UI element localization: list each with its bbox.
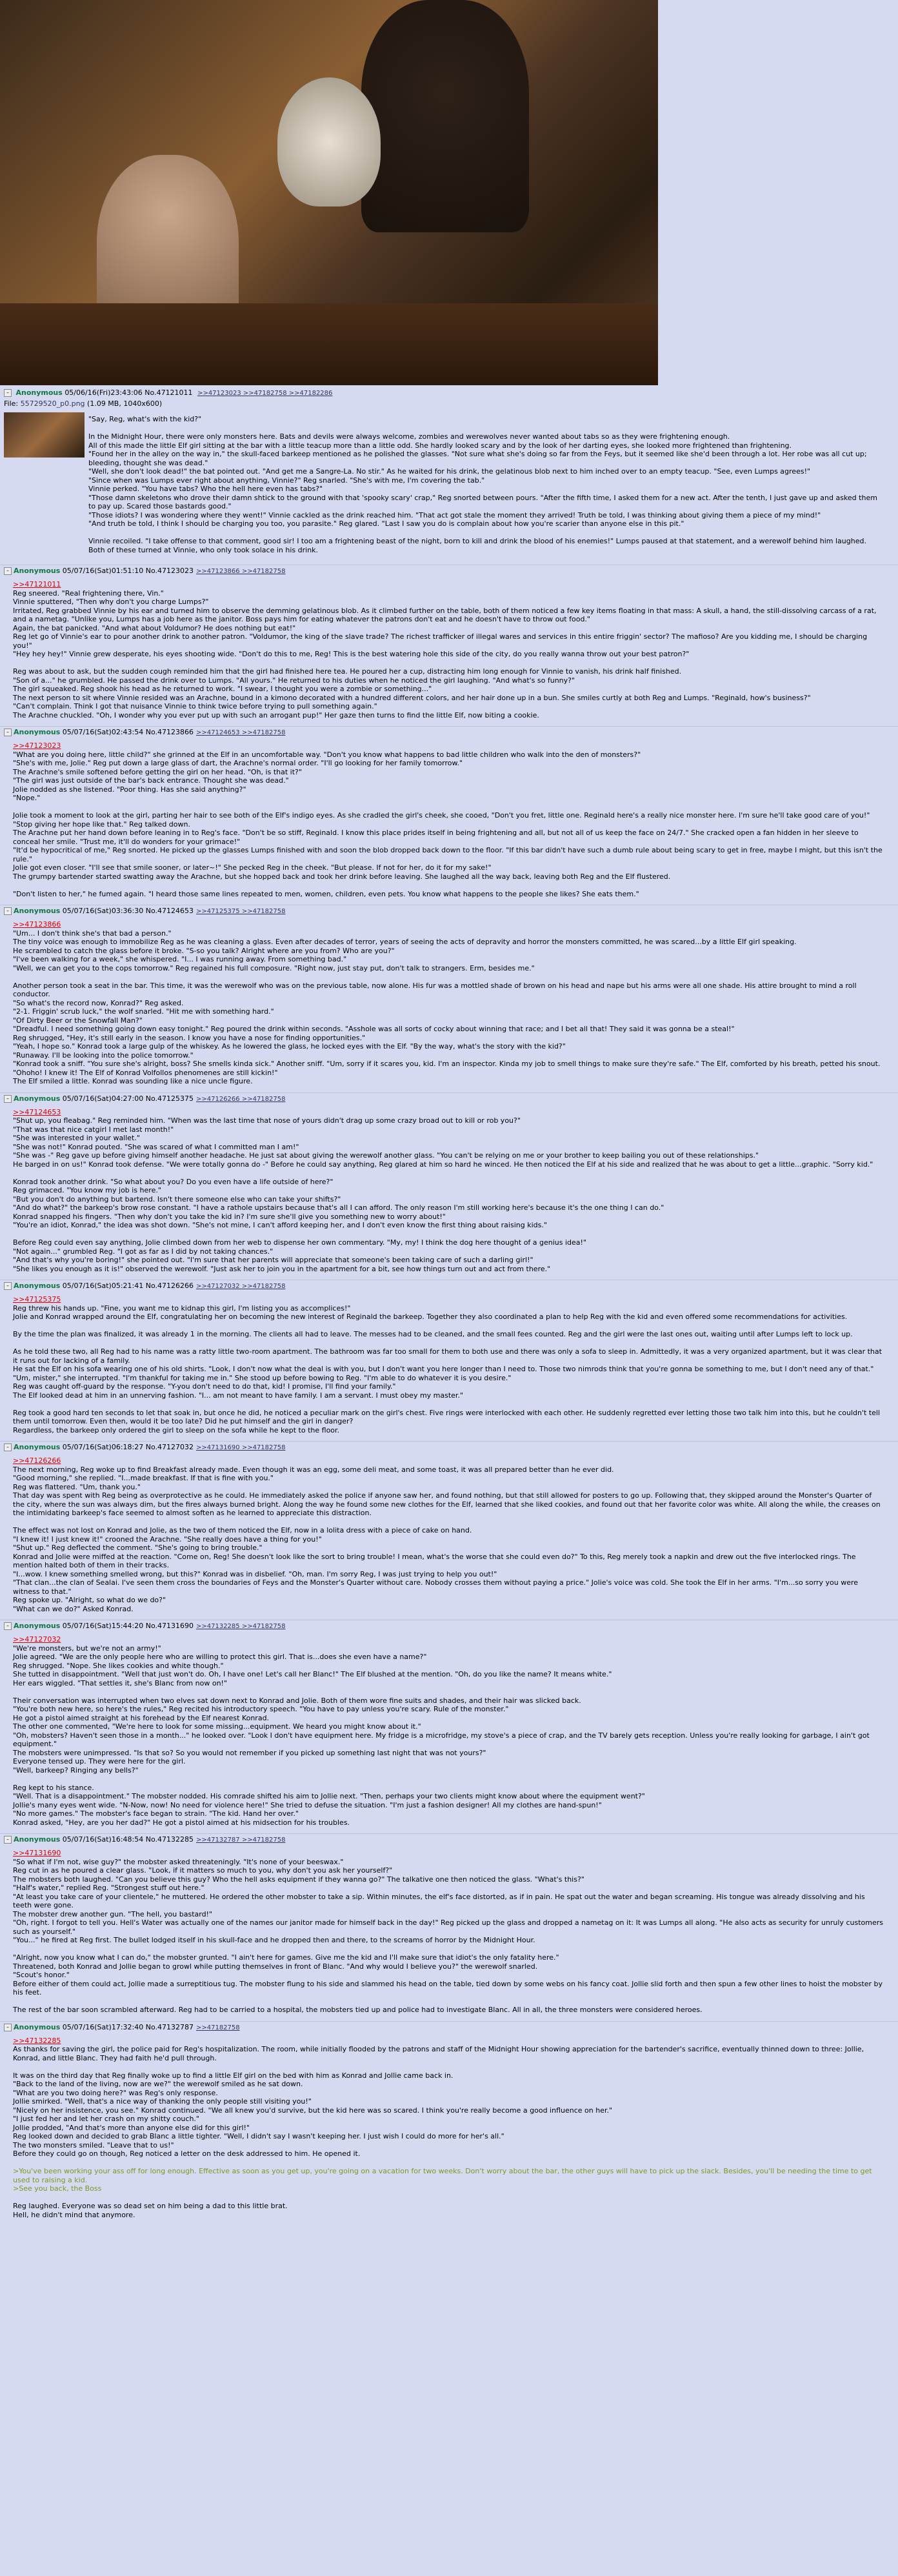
text-line: "She's with me, Jolie." Reg put down a large glass of dart, the Arachne's normal order. "I'll go looking for her family tomorrow." (13, 759, 463, 767)
reply-links[interactable]: >>47124653 >>47182758 (195, 729, 286, 736)
text-line: "Shut up." Reg deflected the comment. "She's going to bring trouble." (13, 1544, 263, 1552)
op-poster-name: Anonymous (15, 388, 63, 397)
text-line: "The girl was just outside of the bar's back entrance. Thought she was dead." (13, 776, 289, 785)
reply-links[interactable]: >>47127032 >>47182758 (195, 1283, 286, 1290)
post-datetime[interactable]: 05/07/16(Sat)16:48:54 No.47132285 (60, 1835, 194, 1844)
post-datetime[interactable]: 05/07/16(Sat)17:32:40 No.47132787 (60, 2022, 194, 2031)
text-line: Reg was flattered. "Um, thank you." (13, 1482, 141, 1491)
text-line: "I just fed her and let her crash on my shitty couch." (13, 2115, 199, 2123)
text-line: Irritated, Reg grabbed Vinnie by his ear and turned him to observe the demming gelatinous blob. As it climbed further on the table, both of them noticed a few key items floating in that mass: A skull, a hand, the still-dissolving carcass of a rat, and a nametag. "Unlike you, Lumps has a job here as the janitor. Boss pays him for eating whatever the patrons don't eat and he doesn't have to throw out food." (13, 606, 877, 623)
poster-name: Anonymous (14, 728, 61, 736)
quote-link[interactable]: >>47131690 (13, 1849, 61, 1857)
text-line: "We're monsters, but we're not an army!" (13, 1644, 161, 1653)
text-line: "Not again..." grumbled Reg. "I got as far as I did by not taking chances." (13, 1247, 274, 1256)
reply-header (0, 1280, 898, 1293)
hide-post-icon[interactable]: – (4, 2024, 12, 2031)
poster-name: Anonymous (14, 2022, 61, 2031)
hide-post-icon[interactable]: – (4, 1622, 12, 1630)
reply-post (0, 1092, 898, 1278)
text-line: Her ears wiggled. "That settles it, she's Blanc from now on!" (13, 1678, 228, 1687)
text-line: The tiny voice was enough to immobilize Reg as he was cleaning a glass. Even after decades of terror, years of seeing the acts of depravity and horror the monsters committed, he was scared...by a little Elf girl speaking. (13, 938, 797, 946)
text-line: "She was -" Reg gave up before giving himself another headache. He just sat about giving the werewolf another glass. "You can't be relying on me or your brother to keep bailing you out of these relationships." (13, 1151, 759, 1160)
text-line: Reg threw his hands up. "Fine, you want me to kidnap this girl, I'm listing you as accomplices!" (13, 1303, 351, 1313)
reply-header (0, 727, 898, 739)
text-line: "Scout's honor." (13, 1971, 70, 1979)
text-line: Reg grimaced. "You know my job is here." (13, 1186, 161, 1194)
text-line: "Well, we can get you to the cops tomorrow." Reg regained his full composure. "Right now, just stay put, don't talk to strangers. Erm, besides me." (13, 963, 535, 972)
post-datetime[interactable]: 05/07/16(Sat)01:51:10 No.47123023 (60, 567, 194, 575)
op-file-info (0, 399, 898, 408)
reply-header (0, 565, 898, 578)
text-line: Reg cut in as he poured a clear glass. "Look, if it matters so much to you, why don't you ask her yourself?" (13, 1866, 393, 1875)
text-line: "What can we do?" Asked Konrad. (13, 1604, 134, 1613)
text-line: Jolie agreed. "We are the only people here who are willing to protect this girl. That is...does she even have a name?" (13, 1653, 427, 1661)
quote-link[interactable]: >>47121011 (13, 580, 61, 589)
text-line: "I knew it! I just knew it!" crooned the Arachne. "She really does have a thing for you!" (13, 1535, 322, 1544)
op-text: "Say, Reg, what's with the kid?" In the Midnight Hour, there were only monsters here. Bats and devils were always welcome, zombies and werewolves never wanted about tabs so as they were frightening enough. All of this made the little Elf girl sitting at the bar with a little teacup more than a little odd. She hardly looked scary and by the look of her darting eyes, she looked more frightened than frightening. "Found her in the alley on the way in," the skull-faced barkeep mentioned as he polished the glasses. "Not sure what she's doing so far from the Feys, but it seemed like she'd been through a lot. Her robe was all cut up; bleeding, thought she was dead." "Well, she don't look dead!" the bat pointed out. "And get me a Sangre-La. No stir." As he waited for his drink, the gelatinous blob next to him inched over to an empty teacup. "See, even Lumps agrees!" "Since when was Lumps ever right about anything, Vinnie?" Reg snarled. "She's with me, I'm covering the tab." Vinnie perked. "You have tabs? Who the hell here even has tabs?" "Those damn skeletons who drove their damn shtick to the ground with that 'spooky scary' crap," Reg snorted between pours. "After the fifth time, I asked them for a new act. After the tenth, I just gave up and asked them to pay up. Scared those bastards good." "Those idiots? I was wondering where they went!" Vinnie cackled as the drink reached him. "That act got stale the moment they arrived! Truth be told, I was thinking about giving them a piece of my mind!" "And truth be told, I think I should be charging you too, you parasite." Reg glared. "Last I saw you do is complain about how you're scarier than anyone else in this pit." Vinnie recoiled. "I take offense to that comment, good sir! I too am a frightening beast of the night, born to kill and drink the blood of his enemies!" Lumps paused at that statement, and a werewolf behind him laughed. Both of these turned at Vinnie, who only took solace in his drink. (88, 415, 877, 554)
reply-header (0, 905, 898, 918)
hide-post-icon[interactable]: – (4, 907, 12, 915)
file-label: File: (4, 399, 19, 408)
post-datetime[interactable]: 05/07/16(Sat)04:27:00 No.47125375 (60, 1094, 194, 1103)
text-line: "Runaway. I'll be looking into the police tomorrow." (13, 1051, 194, 1060)
text-line: "You're both new here, so here's the rules," Reg recited his introductory speech. "You have to pay unless you're scary. Rule of the monster." (13, 1705, 509, 1713)
text-line: Jollie prodded, "And that's more than anyone else did for this girl!" (13, 2123, 250, 2132)
bar-counter (0, 303, 658, 385)
text-line: Reg kept to his stance. (13, 1783, 94, 1792)
text-line: "Nope." (13, 794, 41, 802)
op-body (0, 408, 898, 562)
reply-post (0, 1441, 898, 1617)
text-line: The mobster drew another gun. "The hell, you bastard!" (13, 1909, 213, 1918)
reply-post (0, 1833, 898, 2018)
text-line: Jollie's many eyes went wide. "N-Now, now! No need for violence here!" She tried to defuse the situation. "I'm just a fashion designer! All my clothes are hand-spun!" (13, 1800, 602, 1809)
text-line: The mobsters both laughed. "Can you believe this guy? Who the hell asks equipment if they wanna go?" The talkative one then noticed the glass. "What's this?" (13, 1875, 584, 1884)
text-line: Before either of them could act, Jollie made a surreptitious tug. The mobster flung to his side and slammed his head on the table, tied down by some webs on his fancy coat. Jollie slid forth and then spun a few other lines to hoist the mobster by his feet. (13, 1979, 883, 1997)
text-line: The rest of the bar soon scrambled afterward. Reg had to be carried to a hospital, the mobsters tied up and police had to investigate Blanc. All in all, the three monsters were considered heroes. (13, 2006, 703, 2014)
quote-link[interactable]: >>47132285 (13, 2036, 61, 2045)
text-line: Reg was about to ask, but the sudden cough reminded him that the girl had finished here tea. He poured her a cup, distracting him long enough for Vinnie to vanish, his drink half finished. (13, 667, 682, 676)
text-line: "Um, mister," she interrupted. "I'm thankful for taking me in." She stood up before bowing to Reg. "I'm able to do whatever it is you desire." (13, 1373, 512, 1382)
quote-link[interactable]: >>47126266 (13, 1456, 61, 1465)
text-line: "Don't listen to her," he fumed again. "I heard those same lines repeated to men, women, children, even pets. You know what happens to the people she likes? She eats them." (13, 889, 639, 898)
reply-links[interactable]: >>47131690 >>47182758 (195, 1444, 286, 1451)
hide-post-icon[interactable]: – (4, 567, 12, 575)
poster-name: Anonymous (14, 907, 61, 915)
text-line: The mobsters were unimpressed. "Is that so? So you would not remember if you picked up something last night that was not yours?" (13, 1748, 486, 1757)
post-text (0, 1846, 898, 2018)
text-line: "Konrad took a sniff. "You sure she's alright, boss? She smells kinda sick." Another sniff. "Um, sorry if it scares you, kid. I'm an inspector. Kinda my job to smell things to make sure they're safe." The Elf, comforted by his breath, petted his snout. "Ohoho! I knew it! The Elf of Konrad Volfollos phenomenes are still kickin!" (13, 1060, 881, 1077)
text-line: "Son of a..." he grumbled. He passed the drink over to Lumps. "All yours." He returned to his duties when he noticed the girl laughing. "And what's so funny?" (13, 676, 575, 685)
reply-links[interactable]: >>47123866 >>47182758 (195, 568, 286, 575)
text-line: As thanks for saving the girl, the police paid for Reg's hospitalization. The room, while initially flooded by the patrons and staff of the Midnight Hour showing appreciation for the bartender's sacrifice, eventually thinned down to three: Jollie, Konrad, and little Blanc. They had faith he'd pull through. (13, 2045, 864, 2062)
text-line: "Hey hey hey!" Vinnie grew desperate, his eyes shooting wide. "Don't do this to me, Reg! This is the best watering hole this side of the city, do you really wanna throw out your best patron?" (13, 650, 690, 658)
text-line: "She likes you enough as it is!" observed the werewolf. "Just ask her to join you in the apartment for a bit, see how things turn out and act from there." (13, 1264, 551, 1273)
text-line: Jollie smirked. "Well, that's a nice way of thanking the only people still visiting you!" (13, 2097, 312, 2106)
op-header (0, 387, 898, 399)
text-line: Before Reg could even say anything, Jolie climbed down from her web to dispense her own commentary. "My, my! I think the dog here thought of a genius idea!" (13, 1238, 587, 1247)
text-line: Konrad asked, "Hey, are you her dad?" He got a pistol aimed at his midsection for his troubles. (13, 1818, 350, 1827)
text-line: "Well, barkeep? Ringing any bells?" (13, 1766, 139, 1775)
text-line: Another person took a seat in the bar. This time, it was the werewolf who was on the previous table, now alone. His fur was a mottled shade of brown on his head and nape but his arms were all one shade. His attire brought to mind a roll conductor. (13, 981, 857, 998)
hide-post-icon[interactable]: – (4, 1282, 12, 1290)
poster-name: Anonymous (14, 567, 61, 575)
reply-post (0, 1280, 898, 1438)
file-meta: (1.09 MB, 1040x600) (87, 399, 163, 408)
replies-container (0, 565, 898, 2223)
poster-name: Anonymous (14, 1835, 61, 1844)
text-line: He scrambled to catch the glass before it broke. "S-so you talk? Alright where are you from? Who are you?" (13, 946, 395, 955)
text-line: "And do what?" the barkeep's brow rose constant. "I have a rathole upstairs because that's all I can afford. The only reason I'm still working here's because it's the one thing I can do." (13, 1203, 664, 1212)
quote-link[interactable]: >>47125375 (13, 1295, 61, 1303)
op-image[interactable] (0, 0, 658, 385)
text-line: "Of Dirty Beer or the Snowfall Man?" (13, 1016, 143, 1025)
text-line: Konrad snapped his fingers. "Then why don't you take the kid in? I'm sure she'll give you something new to worry about!" (13, 1212, 446, 1221)
demon-figure (361, 0, 529, 232)
post-text (0, 1633, 898, 1831)
hide-post-icon[interactable]: – (4, 729, 12, 736)
text-line: "Well. That is a disappointment." The mobster nodded. His comrade shifted his aim to Jollie next. "Then, perhaps your two clients might know about where the equipment went?" (13, 1792, 645, 1800)
reply-post (0, 1620, 898, 1831)
text-line: "Yeah, I hope so." Konrad took a large gulp of the whiskey. As he lowered the glass, he locked eyes with the Elf. "By the way, what's the story with the kid?" (13, 1042, 566, 1051)
text-line: "What are you doing here, little child?" she grinned at the Elf in an uncomfortable way. "Don't you know what happens to bad little children who walk into the den of monsters?" (13, 750, 641, 759)
text-line: Everyone tensed up. They were here for the girl. (13, 1757, 186, 1766)
text-line: "You..." he fired at Reg first. The bullet lodged itself in his skull-face and he dropped then and there, to the screams of horror by the Midnight Hour. (13, 1936, 535, 1944)
text-line: The next morning, Reg woke up to find Breakfast already made. Even though it was an egg, some deli meat, and some toast, it was all prepared better than he ever did. (13, 1465, 614, 1474)
poster-name: Anonymous (14, 1622, 61, 1630)
text-line: As he told these two, all Reg had to his name was a ratty little two-room apartment. The bathroom was far too small for them to both use and there was only a sofa to sleep in. Admittedly, it was a very organized apartment, but it was clear that it runs out for lacking of a family. (13, 1347, 882, 1365)
text-line: Before they could go on though, Reg noticed a letter on the desk addressed to him. He opened it. (13, 2149, 361, 2158)
text-line: Vinnie sputtered, "Then why don't you charge Lumps?" (13, 598, 209, 606)
text-line: She tutted in disappointment. "Well that just won't do. Oh, I have one! Let's call her Blanc!" The Elf blushed at the mention. "Oh, do you like the name? It means white." (13, 1670, 612, 1678)
text-line: "I...wow. I knew something smelled wrong, but this?" Konrad was in disbelief. "Oh, man. I'm sorry Reg, I was just trying to help you out!" (13, 1569, 497, 1578)
hide-post-icon[interactable]: – (4, 1095, 12, 1103)
text-line: Reg shrugged. "Nope. She likes cookies and white though." (13, 1661, 224, 1670)
text-line: Konrad took another drink. "So what about you? Do you even have a life outside of here?" (13, 1177, 334, 1186)
text-line: "That was that nice catgirl I met last month!" (13, 1125, 174, 1134)
text-line: He barged in on us!" Konrad took defense. "We were totally gonna do -" Before he could say anything, Reg glared at him so hard he winced. He then noticed the Elf at his side and realized that he was about to get a little...graphic. "Sorry kid." (13, 1160, 873, 1169)
reply-post (0, 565, 898, 723)
text-line: Hell, he didn't mind that anymore. (13, 2210, 135, 2219)
reply-links[interactable]: >>47132285 >>47182758 (195, 1623, 286, 1630)
reply-header (0, 1093, 898, 1105)
post-datetime[interactable]: 05/07/16(Sat)05:21:41 No.47126266 (60, 1282, 194, 1290)
file-link[interactable]: 55729520_p0.png (20, 399, 85, 408)
text-line: The Arachne put her hand down before leaning in to Reg's face. "Don't be so stiff, Reginald. I know this place prides itself in being frightening and all, but not all of us keep the face on 24/7." She cracked open a fan hidden in her sleeve to conceal her smile. "Trust me, it'll do wonders for your grimace!" (13, 829, 859, 846)
reply-links[interactable]: >>47132787 >>47182758 (195, 1836, 286, 1844)
text-line: Reg looked down and decided to grab Blanc a little tighter. "Well, I didn't say I wasn't keeping her. I just wish I could do more for her's all." (13, 2132, 504, 2140)
text-line: The Elf looked dead at him in an unnerving fashion. "I... am not meant to have family. I am a servant. I must obey my master." (13, 1391, 464, 1400)
op-datetime[interactable]: 05/06/16(Fri)23:43:06 No.47121011 (65, 388, 193, 397)
text-line: Reg laughed. Everyone was so dead set on him being a dad to this little brat. (13, 2202, 288, 2210)
text-line: "No more games." The mobster's face began to strain. "The kid. Hand her over." (13, 1809, 299, 1818)
text-line: "So what's the record now, Konrad?" Reg asked. (13, 998, 184, 1007)
post-text (0, 2034, 898, 2224)
text-line: "I've been walking for a week," she whispered. "I... I was running away. From something bad." (13, 955, 347, 963)
text-line: "So what if I'm not, wise guy?" the mobster asked threateningly. "It's none of your beeswax." (13, 1857, 344, 1866)
text-line: The Arachne's smile softened before getting the girl on her head. "Oh, is that it?" (13, 767, 302, 776)
text-line: Reg shrugged, "Hey, it's still early in the season. I know you have a nose for finding opportunities." (13, 1033, 366, 1042)
text-line: "Shut up, you fleabag." Reg reminded him. "When was the last time that nose of yours didn't drag up some crazy broad out to kill or rob you?" (13, 1116, 521, 1125)
text-line: That day was spent with Reg being as overprotective as he could. He immediately asked the police if anyone saw her, and found nothing, but that still allowed for posters to go up. Following that, they skipped around the Monster's Quarter of the city, where the sun was always dim, but the fires always burned bright. Along the way he found some new clothes for the Elf, learned that she liked cookies, and found out that her favorite color was white. All along the while, the creases on the intimidating barkeep's face seemed to almost soften as he learned to appreciate this distraction. (13, 1491, 881, 1517)
quote-link[interactable]: >>47124653 (13, 1107, 61, 1116)
text-line: The effect was not lost on Konrad and Jolie, as the two of them noticed the Elf, now in a lolita dress with a piece of cake on hand. (13, 1526, 472, 1535)
text-line: Reg took a good hard ten seconds to let that soak in, but once he did, he noticed a peculiar mark on the girl's chest. Five rings were interlocked with each other. He suddenly regretted ever letting those two talk him into this, but he couldn't tell them until tomorrow. Even then, would it be too late? Did he put himself and the girl in danger? (13, 1408, 881, 1425)
reply-header (0, 1834, 898, 1846)
post-text (0, 578, 898, 723)
text-line: The grumpy bartender started swatting away the Arachne, but she hopped back and took her drink before leaving. She laughed all the way back, leaving both Reg and the Elf flustered. (13, 872, 671, 881)
text-line: "Oh, mobsters? Haven't seen those in a month..." he looked over. "Look I don't have equipment here. My fridge is a microfridge, my stove's a piece of crap, and the TV barely gets reception. Unless you're really looking for garbage, I ain't got equipment." (13, 1731, 870, 1748)
text-line: "2-1. Friggin' scrub luck," the wolf snarled. "Hit me with something hard." (13, 1007, 274, 1016)
reply-post (0, 2021, 898, 2224)
text-line: Their conversation was interrupted when two elves sat down next to Konrad and Jolie. Both of them wore fine suits and shades, and their hair was slicked back. (13, 1696, 581, 1705)
reply-links[interactable]: >>47126266 >>47182758 (195, 1095, 286, 1103)
reply-header (0, 2022, 898, 2034)
text-line: "Half's water," replied Reg. "Strongest stuff out here." (13, 1884, 205, 1892)
text-line: "Alright, now you know what I can do," the mobster grunted. "I ain't here for games. Give me the kid and I'll make sure that idiot's the only fatality here." (13, 1953, 559, 1962)
text-line: Reg sneered. "Real frightening there, Vin." (13, 589, 164, 598)
reply-links[interactable]: >>47182758 (195, 2024, 240, 2031)
reply-header (0, 1620, 898, 1633)
thread (0, 387, 898, 2223)
poster-name: Anonymous (14, 1094, 61, 1103)
text-line: The next person to sit where Vinnie resided was an Arachne, bound in a kimono decorated with a hundred different colors, and her hair done up in a bun. She smiles curtly at both Reg and Lumps. "Reginald, how's business?" (13, 693, 811, 702)
text-line: "Dreadful. I need something going down easy tonight." Reg poured the drink within seconds. "Asshole was all sorts of cocky about winning that race; and I bet all that! They said it was gonna be a steal!" (13, 1025, 735, 1033)
text-line: "What are you two doing here?" was Reg's only response. (13, 2088, 218, 2097)
text-line: Reg spoke up. "Alright, so what do we do?" (13, 1596, 166, 1604)
post-text (0, 1293, 898, 1438)
text-line: Jolie took a moment to look at the girl, parting her hair to see both of the Elf's indigo eyes. As she cradled the girl's cheek, she cooed, "Don't you fret, little one. Reginald here's a really nice monster here. I'm sure he'll take good care of you!" (13, 811, 870, 820)
text-line: The two monsters smiled. "Leave that to us!" (13, 2140, 174, 2149)
post-datetime[interactable]: 05/07/16(Sat)06:18:27 No.47127032 (60, 1443, 194, 1451)
text-line: "Back to the land of the living, now are we?" the werewolf smiled as he sat down. (13, 2080, 303, 2088)
post-text (0, 739, 898, 902)
post-text (0, 918, 898, 1090)
text-line: He got a pistol aimed straight at his forehead by the Elf nearest Konrad. (13, 1713, 270, 1722)
greentext-line: >See you back, the Boss (13, 2184, 102, 2193)
post-datetime[interactable]: 05/07/16(Sat)02:43:54 No.47123866 (60, 728, 194, 736)
text-line: Reg let go of Vinnie's ear to pour another drink to another patron. "Voldumor, the king of the slave trade? The richest trafficker of illegal wares and services in this entire friggin' sector? The mafioso? Are you kidding me, I should be charging you!" (13, 632, 868, 650)
text-line: "She was not!" Konrad pouted. "She was scared of what I committed man I am!" (13, 1142, 299, 1151)
text-line: "At least you take care of your clientele," he muttered. He ordered the other mobster to take a sip. Within minutes, the elf's face distorted, as if in pain. He spat out the water and began screaming. His tongue was already dissolving and his teeth were gone. (13, 1892, 865, 1909)
text-line: Konrad and Jolie were miffed at the reaction. "Come on, Reg! She doesn't look like the sort to bring trouble! I mean, what's the worse that she could even do?" To this, Reg merely took a napkin and drew out the five interlocked rings. The mention halted both of them in their tracks. (13, 1552, 856, 1569)
text-line: "Stop giving her hope like that." Reg talked down. (13, 820, 190, 829)
text-line: He sat the Elf on his sofa wearing one of his old shirts. "Look, I don't now what the deal is with you, but I don't want you here longer than I need to. Those two nimrods think that you're gonna be something to me, but I don't need any of that." (13, 1365, 874, 1373)
text-line: "Good morning," she replied. "I...made breakfast. If that is fine with you." (13, 1474, 274, 1482)
greentext-line: >You've been working your ass off for long enough. Effective as soon as you get up, you're going on a vacation for two weeks. Don't worry about the bar, the other guys will have to pick up the slack. Besides, you'll be needing the time to get used to raising a kid. (13, 2167, 872, 2184)
post-text (0, 1105, 898, 1278)
reply-post (0, 905, 898, 1090)
text-line: Jolie and Konrad wrapped around the Elf, congratulating her on becoming the new interest of Reginald the barkeep. Together they also coordinated a plan to help Reg with the kid and even offered some recommendations for activities. (13, 1313, 848, 1321)
text-line: "Oh, right. I forgot to tell you. Hell's Water was actually one of the names our janitor made for himself back in the day!" Reg picked up the glass and dropped a nametag on it: It was Lumps all along. "He also acts as security for unruly customers such as yourself." (13, 1918, 883, 1936)
text-line: The girl squeaked. Reg shook his head as he returned to work. "I swear, I thought you were a zombie or something..." (13, 685, 432, 693)
text-line: By the time the plan was finalized, it was already 1 in the morning. The clients all had to leave. The messes had to be cleaned, and the small fees counted. Reg and the girl were the last ones out, waiting until after Lumps left to lock up. (13, 1330, 853, 1338)
text-line: "She was interested in your wallet." (13, 1134, 140, 1142)
text-line: "And that's why you're boring!" she pointed out. "I'm sure that her parents will appreciate that someone's been taking care of such a darling girl!" (13, 1256, 534, 1264)
text-line: Jolie got even closer. "I'll see that smile sooner, or later~!" She pecked Reg in the cheek. "But please. If not for her, do it for my sake!" (13, 863, 492, 872)
text-line: Again, the bat panicked. "And what about Voldumor? He does nothing but eat!" (13, 623, 296, 632)
poster-name: Anonymous (14, 1282, 61, 1290)
skull-figure (277, 77, 381, 206)
text-line: Jolie nodded as she listened. "Poor thing. Has she said anything?" (13, 785, 246, 794)
poster-name: Anonymous (14, 1443, 61, 1451)
quote-link[interactable]: >>47123866 (13, 920, 61, 929)
text-line: "You're an idiot, Konrad," the idea was shot down. "She's not mine, I can't afford keeping her, and I don't even know the first thing about raising kids." (13, 1221, 547, 1229)
reply-links[interactable]: >>47125375 >>47182758 (195, 908, 286, 915)
hide-post-icon[interactable]: – (4, 1444, 12, 1451)
text-line: "It'd be hypocritical of me," Reg snorted. He picked up the glasses Lumps finished with and soon the blob dropped back down to the floor. "If this bar didn't have such a dumb rule about being scary to get in free, maybe I might, but this isn't the rule." (13, 846, 883, 863)
op-thumbnail[interactable] (4, 412, 85, 458)
reply-header (0, 1442, 898, 1454)
text-line: The Elf smiled a little. Konrad was sounding like a nice uncle figure. (13, 1077, 253, 1085)
hide-post-icon[interactable]: – (4, 1836, 12, 1844)
text-line: Reg was caught off-guard by the response. "Y-you don't need to do that, kid! I promise, I'll find your family." (13, 1382, 396, 1391)
quote-link[interactable]: >>47127032 (13, 1635, 61, 1644)
text-line: "But you don't do anything but bartend. Isn't there someone else who can take your shifts?" (13, 1194, 341, 1203)
quote-link[interactable]: >>47123023 (13, 741, 61, 750)
text-line: "That clan...the clan of Sealai. I've seen them cross the boundaries of Feys and the Monster's Quarter without care. Nobody crosses them without paying a price." Jolie's voice was cold. She took the Elf in her arms. "I'm...so sorry you were witness to that." (13, 1578, 859, 1596)
text-line: The Arachne chuckled. "Oh, I wonder why you ever put up with such an arrogant pup!" Her gaze then turns to find the little Elf, now biting a cookie. (13, 710, 539, 719)
post-text (0, 1454, 898, 1617)
text-line: Threatened, both Konrad and Jollie began to growl while putting themselves in front of Blanc. "And why would I believe you?" the werewolf snarled. (13, 1962, 538, 1971)
post-datetime[interactable]: 05/07/16(Sat)15:44:20 No.47131690 (60, 1622, 194, 1630)
post-datetime[interactable]: 05/07/16(Sat)03:36:30 No.47124653 (60, 907, 194, 915)
text-line: It was on the third day that Reg finally woke up to find a little Elf girl on the bed with him as Konrad and Jollie came back in. (13, 2071, 454, 2080)
text-line: "Can't complain. Think I got that nuisance Vinnie to think twice before trying to pull something again." (13, 702, 377, 710)
text-line: The other one commented, "We're here to look for some missing...equipment. We heard you might know about it." (13, 1722, 421, 1731)
text-line: "Um... I don't think she's that bad a person." (13, 929, 172, 938)
text-line: "Nicely on her insistence, you see." Konrad continued. "We all knew you'd survive, but the kid here was so scared. I think you're really become a good influence on her." (13, 2106, 613, 2115)
op-reply-links[interactable]: >>47123023 >>47182758 >>47182286 (197, 390, 333, 397)
text-line: Regardless, the barkeep only ordered the girl to sleep on the sofa while he kept to the floor. (13, 1425, 340, 1434)
reply-post (0, 726, 898, 902)
hide-thread-icon[interactable]: – (4, 389, 12, 397)
